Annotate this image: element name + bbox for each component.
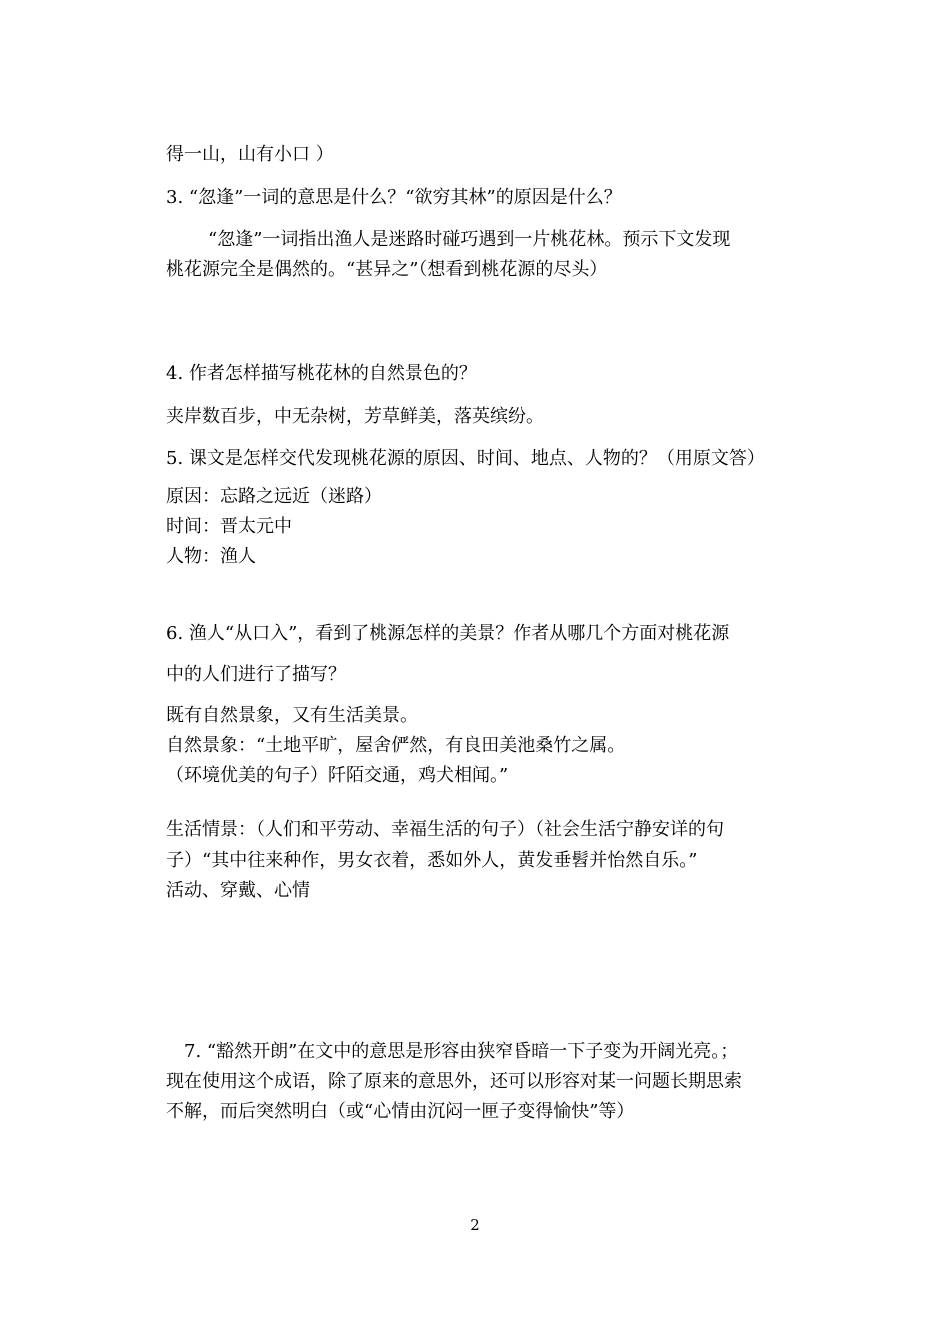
question-7-line-2: 现在使用这个成语，除了原来的意思外，还可以形容对某一问题长期思索 <box>166 1071 742 1092</box>
answer-6-line-1: 既有自然景象，又有生活美景。 <box>166 705 418 726</box>
question-6-line-1: 6. 渔人“从口入”，看到了桃源怎样的美景？作者从哪几个方面对桃花源 <box>166 623 730 644</box>
question-4: 4. 作者怎样描写桃花林的自然景色的？ <box>166 363 477 384</box>
answer-5-time: 时间：晋太元中 <box>166 516 292 537</box>
answer-6-line-4: 生活情景：（人们和平劳动、幸福生活的句子）（社会生活宁静安详的句 <box>166 819 724 840</box>
answer-6-line-3: （环境优美的句子）阡陌交通，鸡犬相闻。” <box>166 765 509 786</box>
question-3: 3. “忽逢”一词的意思是什么？“欲穷其林”的原因是什么？ <box>166 187 622 208</box>
answer-3-line-2: 桃花源完全是偶然的。“甚异之”（想看到桃花源的尽头） <box>166 259 608 280</box>
answer-5-person: 人物：渔人 <box>166 546 256 567</box>
question-7-line-1: 7. “豁然开朗”在文中的意思是形容由狭窄昏暗一下子变为开阔光亮。； <box>184 1041 739 1062</box>
answer-5-reason: 原因：忘路之远近（迷路） <box>166 486 382 507</box>
answer-3-line-1: “忽逢”一词指出渔人是迷路时碰巧遇到一片桃花林。预示下文发现 <box>208 229 731 250</box>
question-6-line-2: 中的人们进行了描写？ <box>166 664 346 685</box>
answer-4: 夹岸数百步，中无杂树，芳草鲜美，落英缤纷。 <box>166 406 544 427</box>
answer-6-line-6: 活动、穿戴、心情 <box>166 880 310 901</box>
page-number: 2 <box>470 1216 480 1234</box>
answer-6-line-5: 子）“其中往来种作，男女衣着，悉如外人，黄发垂髫并怡然自乐。” <box>166 850 698 871</box>
answer-6-line-2: 自然景象：“土地平旷，屋舍俨然，有良田美池桑竹之属。 <box>166 735 626 756</box>
question-5: 5. 课文是怎样交代发现桃花源的原因、时间、地点、人物的？（用原文答） <box>166 448 765 469</box>
text-line: 得一山，山有小口 ） <box>166 144 334 165</box>
question-7-line-3: 不解，而后突然明白（或“心情由沉闷一匣子变得愉快”等） <box>166 1101 635 1122</box>
